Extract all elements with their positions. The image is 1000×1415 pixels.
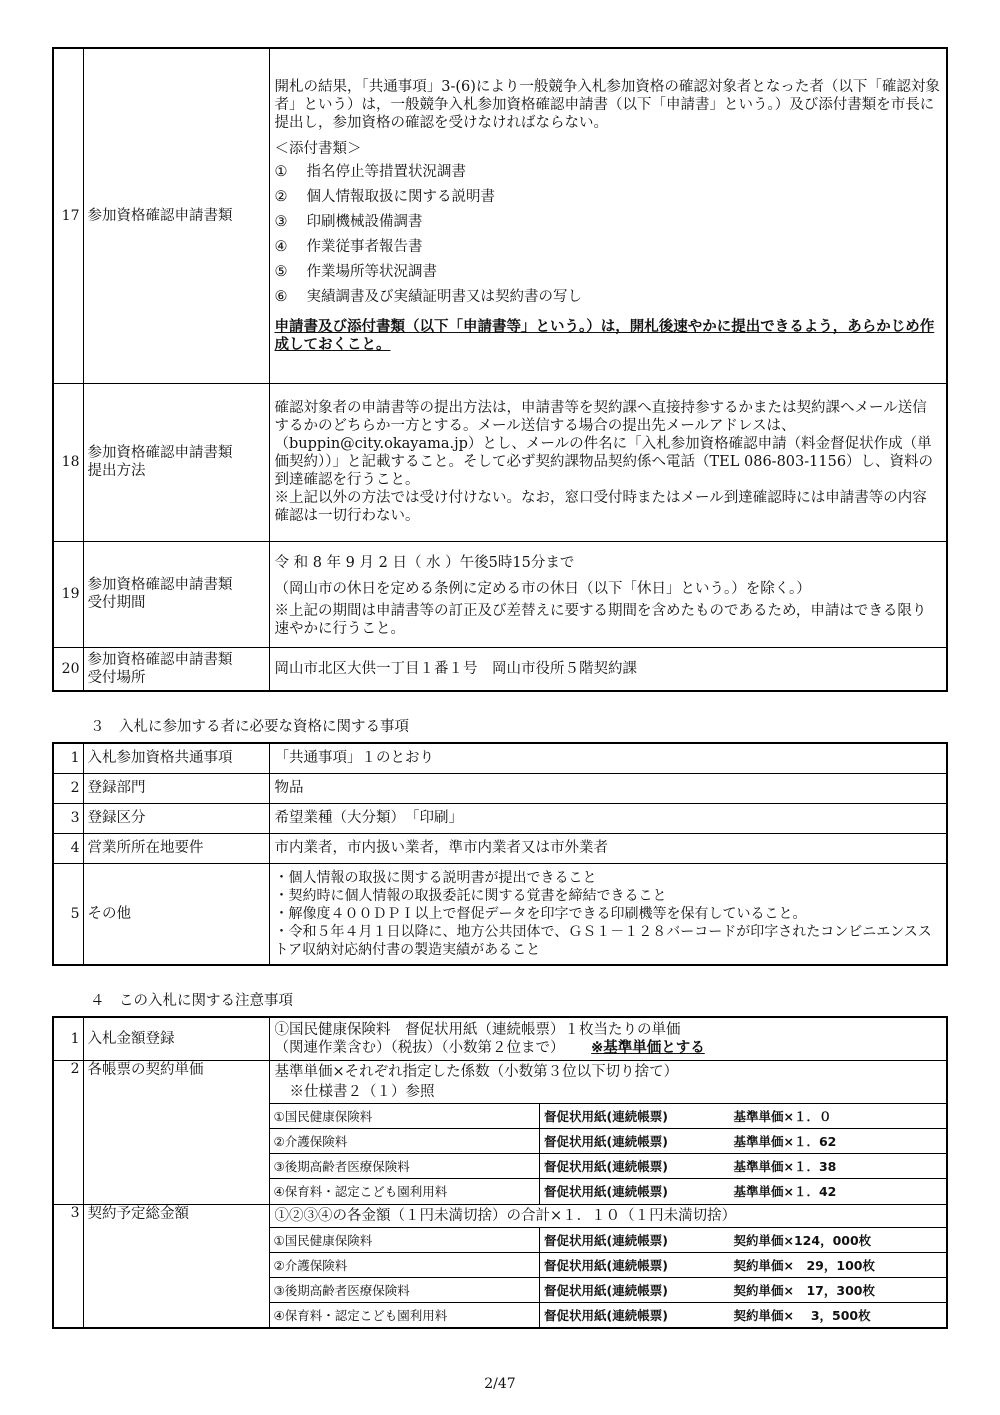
requirement-line: ・契約時に個人情報の取扱委託に関する覚書を締結できること bbox=[274, 887, 667, 904]
attachment-text: 印刷機械設備調書 bbox=[306, 213, 423, 230]
total-amount-table bbox=[270, 1227, 947, 1328]
row-number: 17 bbox=[53, 48, 83, 383]
requirement-line: ・解像度４００ＤＰＩ以上で督促データを印字できる印刷機等を保有していること。 bbox=[274, 905, 807, 922]
sub-table-row bbox=[270, 1179, 947, 1204]
row-content: 「共通事項」１のとおり bbox=[269, 743, 947, 773]
sub-table-row bbox=[270, 1227, 947, 1252]
sub-table-row bbox=[270, 1277, 947, 1302]
report-name: ③後期高齢者医療保険料 bbox=[270, 1154, 540, 1179]
sub-table-row bbox=[270, 1252, 947, 1277]
section4-title: ４ この入札に関する注意事項 bbox=[90, 993, 293, 1009]
unit-price-formula: 基準単価×それぞれ指定した係数（小数第３位以下切り捨て） bbox=[274, 1064, 679, 1080]
attachment-mark: ③ bbox=[274, 213, 288, 230]
form-type: 督促状用紙(連続帳票) bbox=[540, 1252, 730, 1277]
report-name: ②介護保険料 bbox=[270, 1252, 540, 1277]
row-label: その他 bbox=[83, 863, 269, 965]
row-label-line1: 参加資格確認申請書類 bbox=[87, 445, 233, 461]
table-row bbox=[53, 773, 947, 803]
attachment-text: 作業従事者報告書 bbox=[306, 238, 423, 255]
base-unit-price-note: ※基準単価とする bbox=[591, 1039, 705, 1056]
attachment-item bbox=[275, 260, 941, 285]
attachments-list bbox=[275, 160, 941, 310]
attachment-item bbox=[275, 160, 941, 185]
attachments-heading: ＜添付書類＞ bbox=[274, 140, 362, 157]
form-type: 督促状用紙(連続帳票) bbox=[540, 1179, 730, 1204]
row-label: 登録区分 bbox=[83, 803, 269, 833]
attachment-mark: ⑥ bbox=[274, 288, 288, 305]
attachment-item bbox=[275, 285, 941, 310]
row-content: 岡山市北区大供一丁目１番１号 岡山市役所５階契約課 bbox=[269, 647, 947, 691]
form-type: 督促状用紙(連続帳票) bbox=[540, 1227, 730, 1252]
prepare-note: 申請書及び添付書類（以下「申請書等」という。）は，開札後速やかに提出できるよう，あらかじめ作成しておくこと。 bbox=[274, 317, 935, 353]
row-number: 2 bbox=[53, 773, 83, 803]
bid-amount-line1: ①国民健康保険料 督促状用紙（連続帳票）１枚当たりの単価 bbox=[274, 1022, 681, 1038]
row-label-line1: 参加資格確認申請書類 bbox=[87, 577, 233, 593]
page-number: 2/47 bbox=[484, 1376, 516, 1392]
deadline-text: 令 和 8 年 9 月 2 日（ 水 ）午後5時15分まで bbox=[274, 555, 575, 571]
row-label-line2: 受付期間 bbox=[87, 595, 146, 611]
table-row-20 bbox=[53, 647, 947, 691]
attachment-mark: ⑤ bbox=[274, 263, 288, 280]
row-content bbox=[269, 541, 947, 647]
row-label-line1: 参加資格確認申請書類 bbox=[87, 651, 233, 668]
bid-amount-line2 bbox=[275, 1039, 941, 1057]
price-expression: 契約単価× 3，500枚 bbox=[730, 1302, 947, 1327]
intro-text: 開札の結果，「共通事項」3-(6)により一般競争入札参加資格の確認対象者となった者（以下「確認対象者」という）は，一般競争入札参加資格確認申請書（以下「申請書」という。）及び添付書類を市長に提出し，参加資格の確認を受けなければならない。 bbox=[274, 78, 940, 131]
sub-table-row bbox=[270, 1154, 947, 1179]
unit-price-table bbox=[270, 1103, 947, 1204]
table-row-17 bbox=[53, 48, 947, 383]
report-name: ①国民健康保険料 bbox=[270, 1104, 540, 1129]
row-label-line2: 受付場所 bbox=[87, 669, 146, 686]
row-number: 20 bbox=[53, 647, 83, 691]
requirement-line: ・令和５年４月１日以降に、地方公共団体で、ＧＳ１－１２８バーコードが印字されたコンビニエンスストア収納対応納付書の製造実績があること bbox=[274, 923, 932, 958]
sub-table-row bbox=[270, 1302, 947, 1327]
form-type: 督促状用紙(連続帳票) bbox=[540, 1129, 730, 1154]
row-number: 1 bbox=[53, 1017, 83, 1061]
submission-method-text: 確認対象者の申請書等の提出方法は，申請書等を契約課へ直接持参するかまたは契約課へメール送信するかのどちらか一方とする。メール送信する場合の提出先メールアドレスは、（buppin@city.okayama.jp）とし、メールの件名に「入札参加資格確認申請（料金督促状作成（単価契約））」と記載すること。そして必ず契約課物品契約係へ電話（TEL 086-803-1156）し、資料の到達確認を行うこと。 bbox=[274, 400, 934, 488]
row-label-line2: 提出方法 bbox=[87, 463, 146, 479]
row-number: 18 bbox=[53, 383, 83, 541]
form-type: 督促状用紙(連続帳票) bbox=[540, 1277, 730, 1302]
row-label: 営業所所在地要件 bbox=[83, 833, 269, 863]
requirements-list bbox=[275, 869, 941, 959]
row-label bbox=[83, 647, 269, 691]
price-expression: 契約単価× 29，100枚 bbox=[730, 1252, 947, 1277]
attachment-text: 指名停止等措置状況調書 bbox=[306, 163, 466, 180]
form-type: 督促状用紙(連続帳票) bbox=[540, 1302, 730, 1327]
sub-table-row bbox=[270, 1129, 947, 1154]
row-content: 希望業種（大分類） 「印刷」 bbox=[269, 803, 947, 833]
row-content bbox=[269, 1204, 947, 1328]
table-row-1 bbox=[53, 1017, 947, 1061]
row-number: 3 bbox=[53, 803, 83, 833]
row-label: 契約予定総金額 bbox=[83, 1204, 269, 1328]
report-name: ④保育料・認定こども園利用料 bbox=[270, 1179, 540, 1204]
row-number: 5 bbox=[53, 863, 83, 965]
attachment-mark: ② bbox=[274, 188, 288, 205]
row-content bbox=[269, 863, 947, 965]
row-content: 物品 bbox=[269, 773, 947, 803]
attachment-item bbox=[275, 235, 941, 260]
price-expression: 契約単価× 17，300枚 bbox=[730, 1277, 947, 1302]
attachment-item bbox=[275, 210, 941, 235]
section3-table bbox=[52, 742, 948, 966]
form-type: 督促状用紙(連続帳票) bbox=[540, 1154, 730, 1179]
holiday-note: （岡山市の休日を定める条例に定める市の休日（以下「休日」という。）を除く。） bbox=[274, 581, 811, 597]
price-expression: 基準単価×１．42 bbox=[730, 1179, 947, 1204]
row-number: 3 bbox=[53, 1204, 83, 1328]
report-name: ③後期高齢者医療保険料 bbox=[270, 1277, 540, 1302]
row-label: 登録部門 bbox=[83, 773, 269, 803]
row-number: 2 bbox=[53, 1061, 83, 1205]
requirement-line: ・個人情報の取扱に関する説明書が提出できること bbox=[274, 869, 597, 886]
spec-reference: ※仕様書２（１）参照 bbox=[289, 1084, 435, 1100]
row-label: 入札金額登録 bbox=[83, 1017, 269, 1061]
table-row bbox=[53, 803, 947, 833]
price-expression: 基準単価×１．62 bbox=[730, 1129, 947, 1154]
row-label bbox=[83, 383, 269, 541]
row-label bbox=[83, 541, 269, 647]
report-name: ④保育料・認定こども園利用料 bbox=[270, 1302, 540, 1327]
table-row-2 bbox=[53, 1061, 947, 1205]
table-row-18 bbox=[53, 383, 947, 541]
attachment-text: 個人情報取扱に関する説明書 bbox=[306, 188, 495, 205]
table-row bbox=[53, 743, 947, 773]
section2-table bbox=[52, 47, 948, 692]
sub-table-row bbox=[270, 1104, 947, 1129]
bid-amount-line2-text: （関連作業含む）（税抜）（小数第２位まで） bbox=[274, 1040, 565, 1056]
price-expression: 基準単価×１．38 bbox=[730, 1154, 947, 1179]
row-content bbox=[269, 383, 947, 541]
row-label: 各帳票の契約単価 bbox=[83, 1061, 269, 1205]
section3-title: ３ 入札に参加する者に必要な資格に関する事項 bbox=[90, 719, 409, 735]
period-note: ※上記の期間は申請書等の訂正及び差替えに要する期間を含めたものであるため，申請はできる限り速やかに行うこと。 bbox=[274, 603, 927, 637]
price-expression: 契約単価×124，000枚 bbox=[730, 1227, 947, 1252]
total-amount-formula: ①②③④の各金額（１円未満切捨）の合計×１．１０（１円未満切捨） bbox=[274, 1207, 737, 1224]
table-row-19 bbox=[53, 541, 947, 647]
report-name: ①国民健康保険料 bbox=[270, 1227, 540, 1252]
row-label: 参加資格確認申請書類 bbox=[83, 48, 269, 383]
report-name: ②介護保険料 bbox=[270, 1129, 540, 1154]
section4-table bbox=[52, 1016, 948, 1329]
row-number: 4 bbox=[53, 833, 83, 863]
row-label: 入札参加資格共通事項 bbox=[83, 743, 269, 773]
attachment-mark: ④ bbox=[274, 238, 288, 255]
row-content bbox=[269, 1017, 947, 1061]
form-type: 督促状用紙(連続帳票) bbox=[540, 1104, 730, 1129]
attachment-item bbox=[275, 185, 941, 210]
attachment-text: 作業場所等状況調書 bbox=[306, 263, 437, 280]
submission-method-note: ※上記以外の方法では受け付けない。なお，窓口受付時またはメール到達確認時には申請書等の内容確認は一切行わない。 bbox=[274, 490, 927, 524]
attachment-text: 実績調書及び実績証明書又は契約書の写し bbox=[306, 288, 582, 305]
attachment-mark: ① bbox=[274, 163, 288, 180]
row-number: 1 bbox=[53, 743, 83, 773]
price-expression: 基準単価×１．０ bbox=[730, 1104, 947, 1129]
row-content: 市内業者，市内扱い業者，準市内業者又は市外業者 bbox=[269, 833, 947, 863]
document-page bbox=[52, 47, 948, 1329]
table-row-3 bbox=[53, 1204, 947, 1328]
table-row bbox=[53, 833, 947, 863]
row-number: 19 bbox=[53, 541, 83, 647]
row-content bbox=[269, 1061, 947, 1205]
table-row-5 bbox=[53, 863, 947, 965]
row-content bbox=[269, 48, 947, 383]
